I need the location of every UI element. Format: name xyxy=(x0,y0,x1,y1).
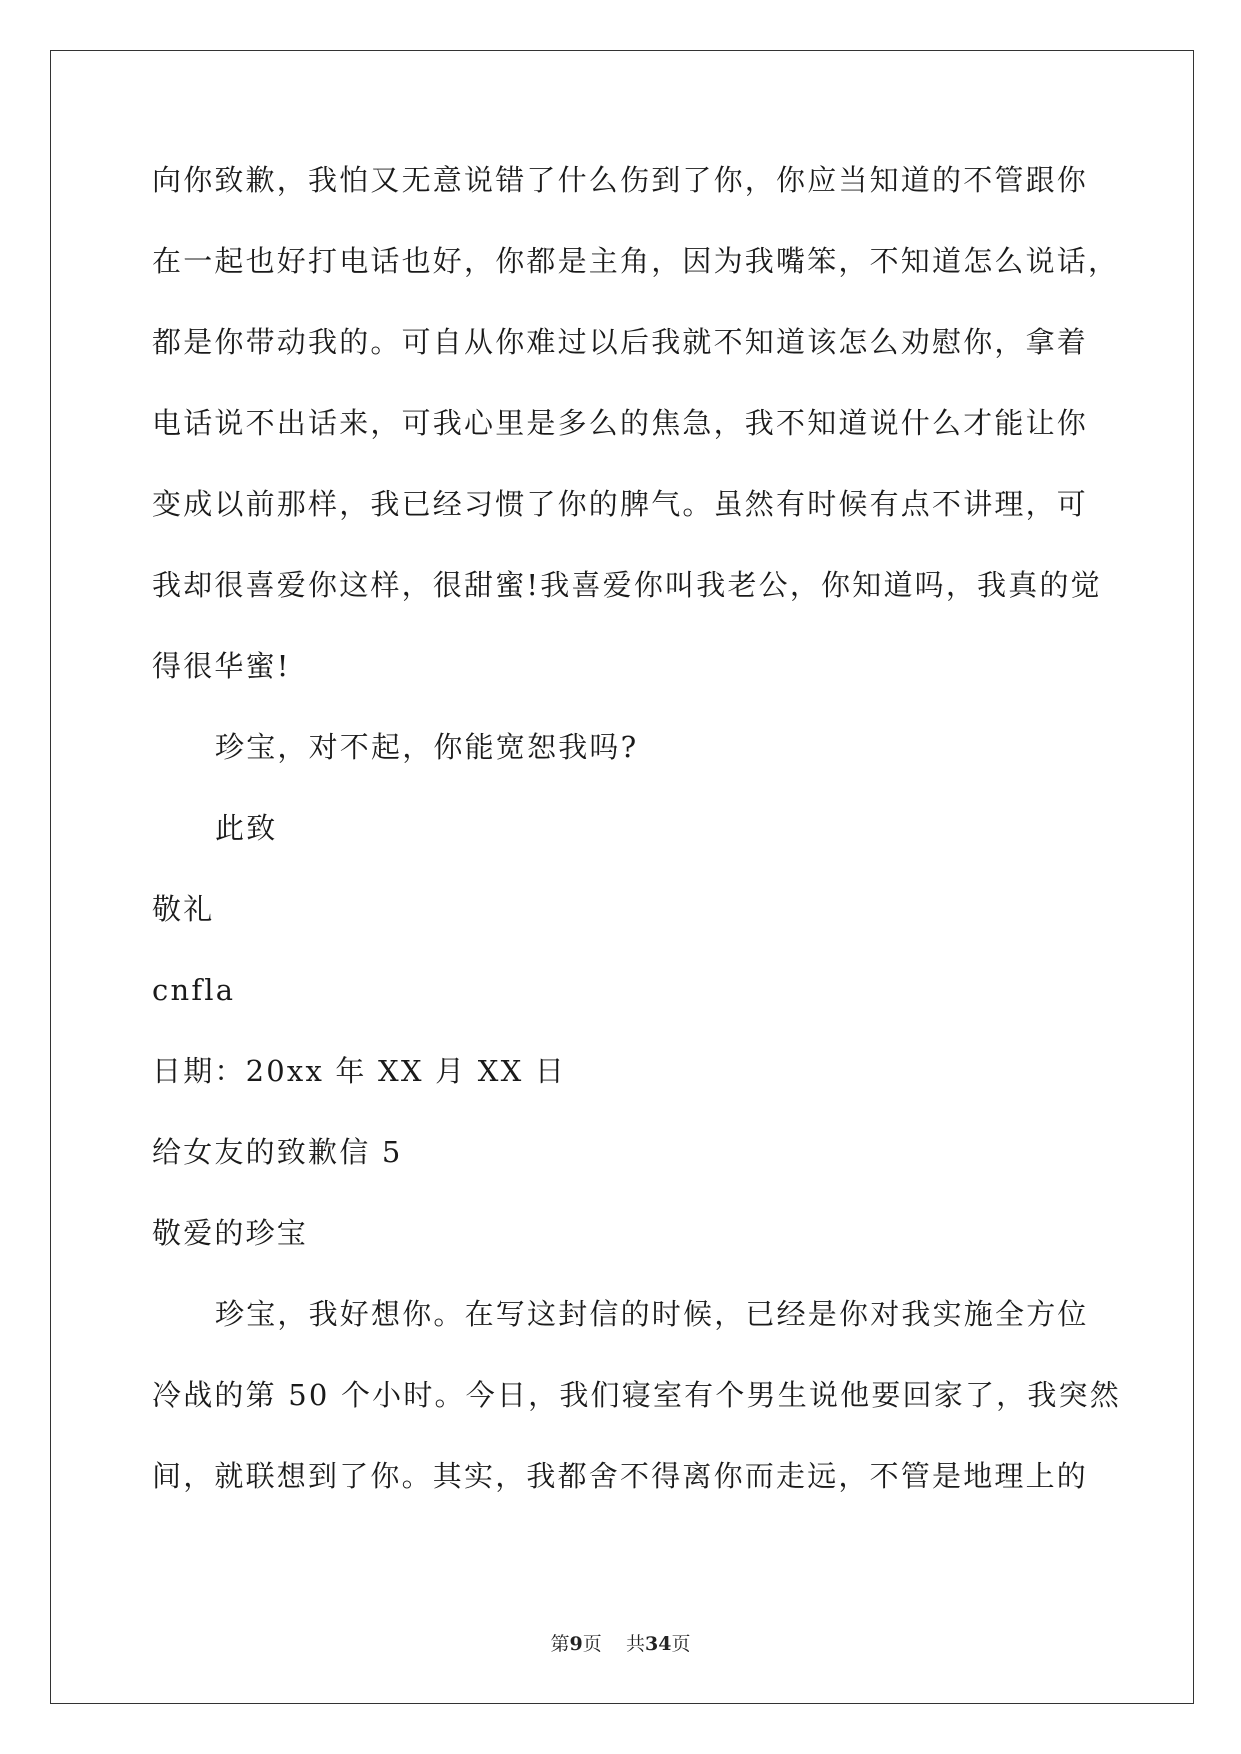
body-line: 变成以前那样，我已经习惯了你的脾气。虽然有时候有点不讲理，可 xyxy=(152,487,1089,521)
greeting-line: 敬爱的珍宝 xyxy=(152,1216,309,1250)
body-line: 向你致歉，我怕又无意说错了什么伤到了你，你应当知道的不管跟你 xyxy=(152,163,1089,197)
body-line: 我却很喜爱你这样，很甜蜜!我喜爱你叫我老公，你知道吗，我真的觉 xyxy=(152,568,1102,602)
page-number: 9 xyxy=(569,1633,583,1655)
body-line: 都是你带动我的。可自从你难过以后我就不知道该怎么劝慰你，拿着 xyxy=(152,325,1089,359)
page-footer xyxy=(0,1632,1241,1656)
body-line: 珍宝，我好想你。在写这封信的时候，已经是你对我实施全方位 xyxy=(215,1297,1089,1331)
body-line: 冷战的第 50 个小时。今日，我们寝室有个男生说他要回家了，我突然 xyxy=(152,1378,1121,1412)
body-line: 电话说不出话来，可我心里是多么的焦急，我不知道说什么才能让你 xyxy=(152,406,1089,440)
salutation-line: 敬礼 xyxy=(152,892,215,926)
body-line: 得很华蜜! xyxy=(152,649,291,683)
section-title: 给女友的致歉信 5 xyxy=(152,1135,403,1169)
document-body xyxy=(152,160,1121,1537)
body-line: 间，就联想到了你。其实，我都舍不得离你而走远，不管是地理上的 xyxy=(152,1459,1089,1493)
closing-line: 此致 xyxy=(215,811,278,845)
signature-line: cnfla xyxy=(152,973,236,1007)
date-line: 日期：20xx 年 XX 月 XX 日 xyxy=(152,1054,567,1088)
footer-prefix: 第 xyxy=(550,1633,570,1655)
footer-total-prefix: 共 xyxy=(625,1633,645,1655)
footer-page-suffix: 页 xyxy=(582,1633,602,1655)
footer-total-suffix: 页 xyxy=(671,1633,691,1655)
body-line: 在一起也好打电话也好，你都是主角，因为我嘴笨，不知道怎么说话， xyxy=(152,244,1120,278)
total-pages: 34 xyxy=(644,1633,672,1655)
body-line: 珍宝，对不起，你能宽恕我吗? xyxy=(215,730,639,764)
